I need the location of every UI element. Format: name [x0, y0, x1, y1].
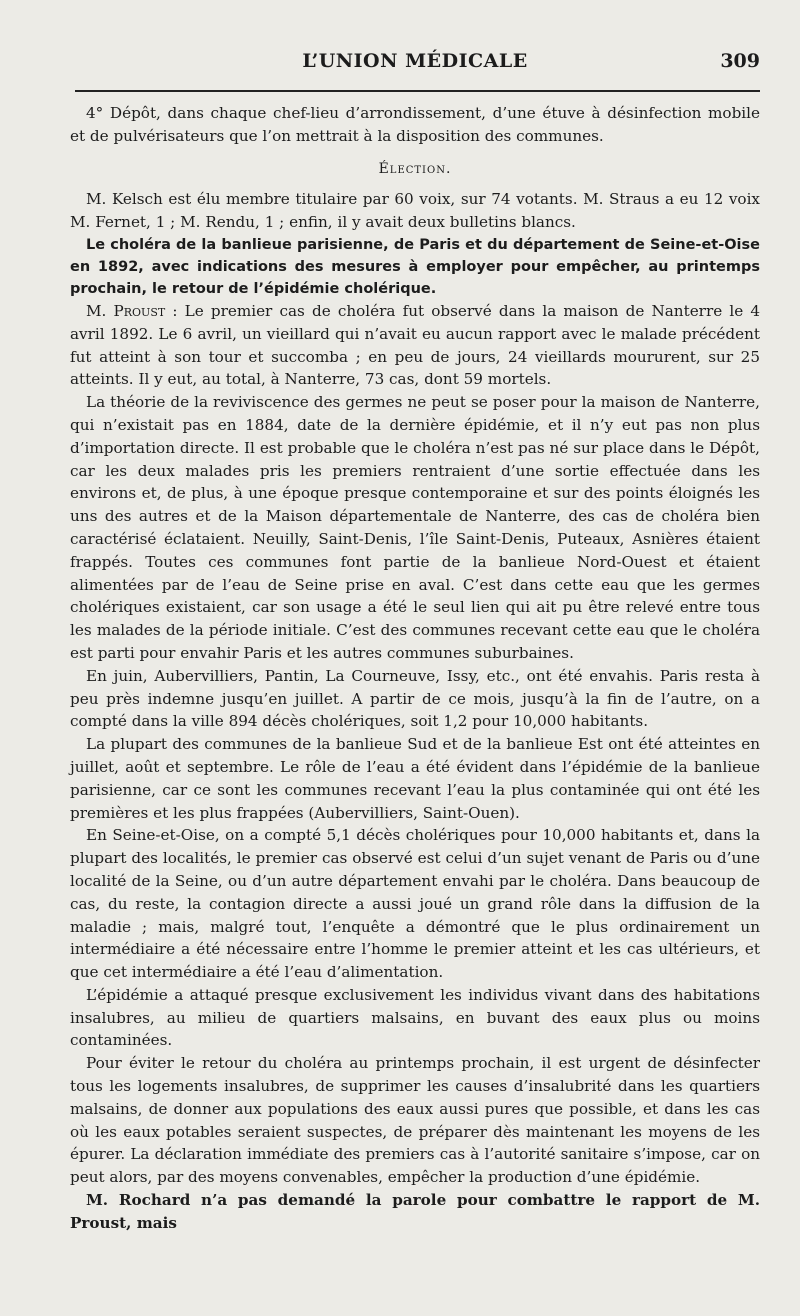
- page-number: 309: [720, 50, 760, 72]
- paragraph-proust-text: : Le premier cas de choléra fut observé dans la maison de Nanterre le 4 avril 1892. Le 6 avril, un vieillard qui n’avait eu aucun rapport avec le malade précédent fut atteint à son tour et succomba ; en peu de jours, 24 vieillards moururent, sur 25 atteints. Il y eut, au total, à Nanterre, 73 cas, dont 59 mortels.: [70, 301, 760, 389]
- article-body: [70, 102, 760, 1235]
- section-title-election: Élection.: [378, 160, 452, 177]
- paragraph-proust-intro: [70, 300, 760, 391]
- paragraph-election-result: M. Kelsch est élu membre titulaire par 60 voix, sur 74 votants. M. Straus a eu 12 voix M. Fernet, 1 ; M. Rendu, 1 ; enfin, il y avait deux bulletins blancs.: [70, 190, 760, 232]
- running-title: L’UNION MÉDICALE: [302, 50, 528, 72]
- paragraph-theory: La théorie de la reviviscence des germes ne peut se poser pour la maison de Nanterre, qui n’existait pas en 1884, date de la dernière épidémie, et il n’y eut pas non plus d’importation directe. Il est probable que le choléra n’est pas né sur place dans le Dépôt, car les deux malades pris les premiers rentraient d’une sortie effectuée dans les environs et, de plus, à une époque presque contemporaine et sur des points éloignés les uns des autres et de la Maison départementale de Nanterre, des cas de choléra bien caractérisé éclataient. Neuilly, Saint-Denis, l’île Saint-Denis, Puteaux, Asnières étaient frappés. Toutes ces communes font partie de la banlieue Nord-Ouest et étaient alimentées par de l’eau de Seine prise en aval. C’est dans cette eau que les germes cholériques existaient, car son usage a été le seul lien qui ait pu être relevé entre tous les malades de la période initiale. C’est des communes recevant cette eau que le choléra est parti pour envahir Paris et les autres communes suburbaines.: [70, 393, 760, 662]
- paragraph-june: En juin, Aubervilliers, Pantin, La Courneuve, Issy, etc., ont été envahis. Paris resta à peu près indemne jusqu’en juillet. A partir de ce mois, jusqu’à la fin de l’autre, on a compté dans la ville 894 décès cholériques, soit 1,2 pour 10,000 habitants.: [70, 666, 760, 731]
- paragraph-rochard: M. Rochard n’a pas demandé la parole pour combattre le rapport de M. Proust, mais: [70, 1191, 760, 1232]
- speaker-name: M. Proust: [86, 301, 166, 320]
- page-header: [70, 48, 760, 88]
- paragraph-banlieue: La plupart des communes de la banlieue Sud et de la banlieue Est ont été atteintes en juillet, août et septembre. Le rôle de l’eau a été évident dans l’épidémie de la banlieue parisienne, car ce sont les communes recevant l’eau la plus contaminée qui ont été les premières et les plus frappées (Aubervilliers, Saint-Ouen).: [70, 735, 760, 822]
- paragraph-epidemie: L’épidémie a attaqué presque exclusivement les individus vivant dans des habitations insalubres, au milieu de quartiers malsains, en buvant des eaux plus ou moins contaminées.: [70, 985, 760, 1050]
- header-rule: [75, 90, 760, 92]
- paragraph-seine-et-oise: En Seine-et-Oise, on a compté 5,1 décès cholériques pour 10,000 habitants et, dans la plupart des localités, le premier cas observé est celui d’un sujet venant de Paris ou d’une localité de la Seine, ou d’un autre département envahi par le choléra. Dans beaucoup de cas, du reste, la contagion directe a aussi joué un grand rôle dans la diffusion de la maladie ; mais, malgré tout, l’enquête a démontré que le plus ordinairement un intermédiaire a été nécessaire entre l’homme le premier atteint et les cas ultérieurs, et que cet intermédiaire a été l’eau d’alimentation.: [70, 826, 760, 982]
- paragraph-item-4: 4° Dépôt, dans chaque chef-lieu d’arrondissement, d’une étuve à désinfection mobile et de pulvérisateurs que l’on mettrait à la disposition des communes.: [70, 104, 760, 145]
- paragraph-prevention: Pour éviter le retour du choléra au printemps prochain, il est urgent de désinfecter tous les logements insalubres, de supprimer les causes d’insalubrité dans les quartiers malsains, de donner aux populations des eaux aussi pures que possible, et dans les cas où les eaux potables seraient suspectes, de préparer dès maintenant les moyens de les épurer. La déclaration immédiate des premiers cas à l’autorité sanitaire s’impose, car on peut alors, par des moyens convenables, empêcher la production d’une épidémie.: [70, 1054, 760, 1187]
- article-heading: Le choléra de la banlieue parisienne, de Paris et du département de Seine-et-Oise en 1892, avec indications des mesures à employer pour empêcher, au printemps prochain, le retour de l’épidémie cholérique.: [70, 236, 760, 297]
